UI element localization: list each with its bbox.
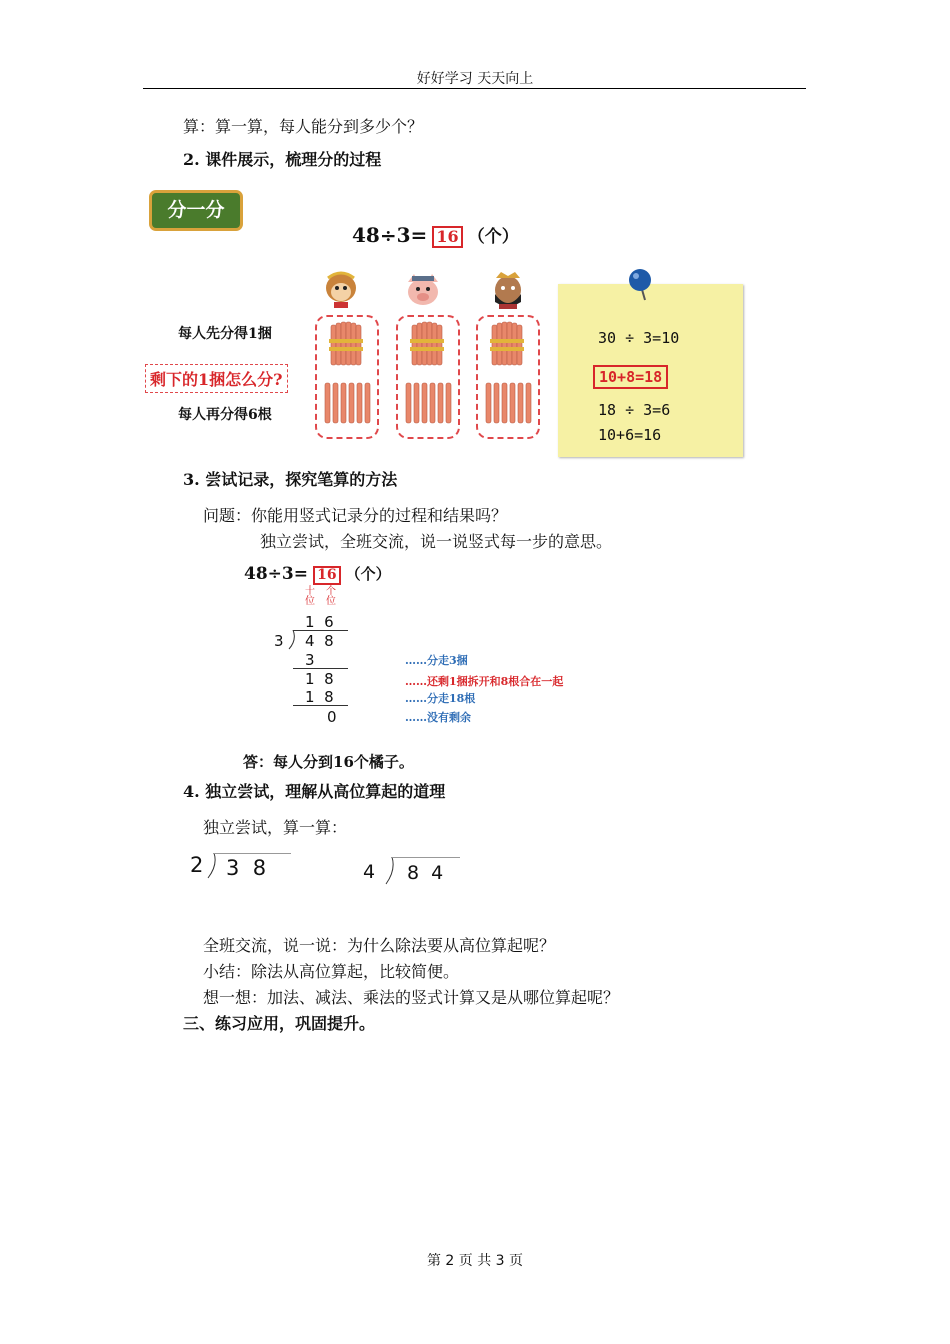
heading-2: 2. 课件展示，梳理分的过程 bbox=[183, 150, 382, 169]
exercise-1-bar bbox=[213, 853, 291, 854]
exercise-2-bracket bbox=[384, 857, 396, 889]
monk-character-icon bbox=[487, 268, 529, 314]
dividend: 4 8 bbox=[305, 632, 334, 650]
figure1-equation bbox=[352, 222, 519, 248]
header-title: 好好学习 天天向上 bbox=[416, 71, 534, 87]
row-label-question: 剩下的1捆怎么分? bbox=[145, 364, 288, 393]
figure2-equation bbox=[244, 563, 391, 585]
row-label-second: 每人再分得6根 bbox=[178, 407, 272, 423]
summary-line: 小结：除法从高位算起，比较简便。 bbox=[203, 962, 460, 981]
annotation-2: ……还剩1捆拆开和8根合在一起 bbox=[405, 675, 564, 688]
figure1-eq-unit: （个） bbox=[467, 227, 519, 247]
question-3: 问题：你能用竖式记录分的过程和结果吗？ bbox=[203, 506, 508, 525]
annotation-3: ……分走18根 bbox=[405, 692, 476, 705]
exercise-2-dividend: 8 4 bbox=[407, 862, 444, 884]
stick-group-3 bbox=[476, 315, 540, 439]
text-3: 独立尝试，全班交流，说一说竖式每一步的意思。 bbox=[260, 532, 613, 551]
step-bring-down: 1 8 bbox=[305, 670, 334, 688]
fen-yi-fen-badge: 分一分 bbox=[149, 190, 243, 231]
heading-5: 三、练习应用，巩固提升。 bbox=[183, 1014, 376, 1033]
stick-group-2 bbox=[396, 315, 460, 439]
division-bracket bbox=[287, 630, 297, 654]
header-divider bbox=[143, 88, 806, 89]
line-1: 算：算一算，每人能分到多少个？ bbox=[183, 117, 424, 136]
place-label-tens: 十位 bbox=[305, 586, 315, 607]
exercise-2-bar bbox=[391, 857, 460, 858]
quotient: 1 6 bbox=[305, 613, 334, 631]
step-subtract-1: 3 bbox=[305, 651, 315, 669]
exercise-1-divisor: 2 bbox=[190, 853, 204, 877]
push-pin-icon bbox=[626, 268, 656, 306]
figure2-answer: 答：每人分到16个橘子。 bbox=[243, 753, 414, 771]
remainder: 0 bbox=[327, 708, 337, 726]
exercise-1-bracket bbox=[206, 853, 218, 883]
exercise-1-dividend: 3 8 bbox=[226, 856, 267, 880]
pig-character-icon bbox=[402, 270, 444, 316]
exercise-2-divisor: 4 bbox=[363, 861, 376, 883]
communicate-line: 全班交流，说一说：为什么除法要从高位算起呢？ bbox=[203, 936, 556, 955]
annotation-4: ……没有剩余 bbox=[405, 711, 471, 724]
step-line-2 bbox=[293, 705, 348, 706]
heading-4: 4. 独立尝试，理解从高位算起的道理 bbox=[183, 782, 446, 801]
page-number: 第 2 页 共 3 页 bbox=[426, 1253, 524, 1269]
divisor: 3 bbox=[274, 632, 284, 650]
step-subtract-2: 1 8 bbox=[305, 688, 334, 706]
figure1-eq-left: 48÷3= bbox=[352, 223, 428, 247]
note-line-3: 18 ÷ 3=6 bbox=[598, 401, 671, 419]
note-line-2: 10+8=18 bbox=[593, 365, 668, 389]
figure1-eq-answer: 16 bbox=[432, 226, 462, 248]
stick-group-1 bbox=[315, 315, 379, 439]
row-label-first: 每人先分得1捆 bbox=[178, 326, 272, 342]
figure2-eq-answer: 16 bbox=[313, 566, 340, 585]
text-4: 独立尝试，算一算： bbox=[203, 818, 348, 837]
place-label-ones: 个位 bbox=[326, 586, 336, 607]
step-line-1 bbox=[293, 668, 348, 669]
heading-3: 3. 尝试记录，探究笔算的方法 bbox=[183, 470, 398, 489]
annotation-1: ……分走3捆 bbox=[405, 654, 468, 667]
note-line-1: 30 ÷ 3=10 bbox=[598, 329, 680, 347]
figure2-eq-left: 48÷3= bbox=[244, 564, 308, 584]
division-bar bbox=[293, 630, 348, 631]
figure2-eq-unit: （个） bbox=[345, 565, 391, 583]
monkey-character-icon bbox=[320, 268, 362, 314]
sticky-note bbox=[558, 284, 743, 457]
note-line-4: 10+6=16 bbox=[598, 426, 662, 444]
think-line: 想一想：加法、减法、乘法的竖式计算又是从哪位算起呢？ bbox=[203, 988, 620, 1007]
